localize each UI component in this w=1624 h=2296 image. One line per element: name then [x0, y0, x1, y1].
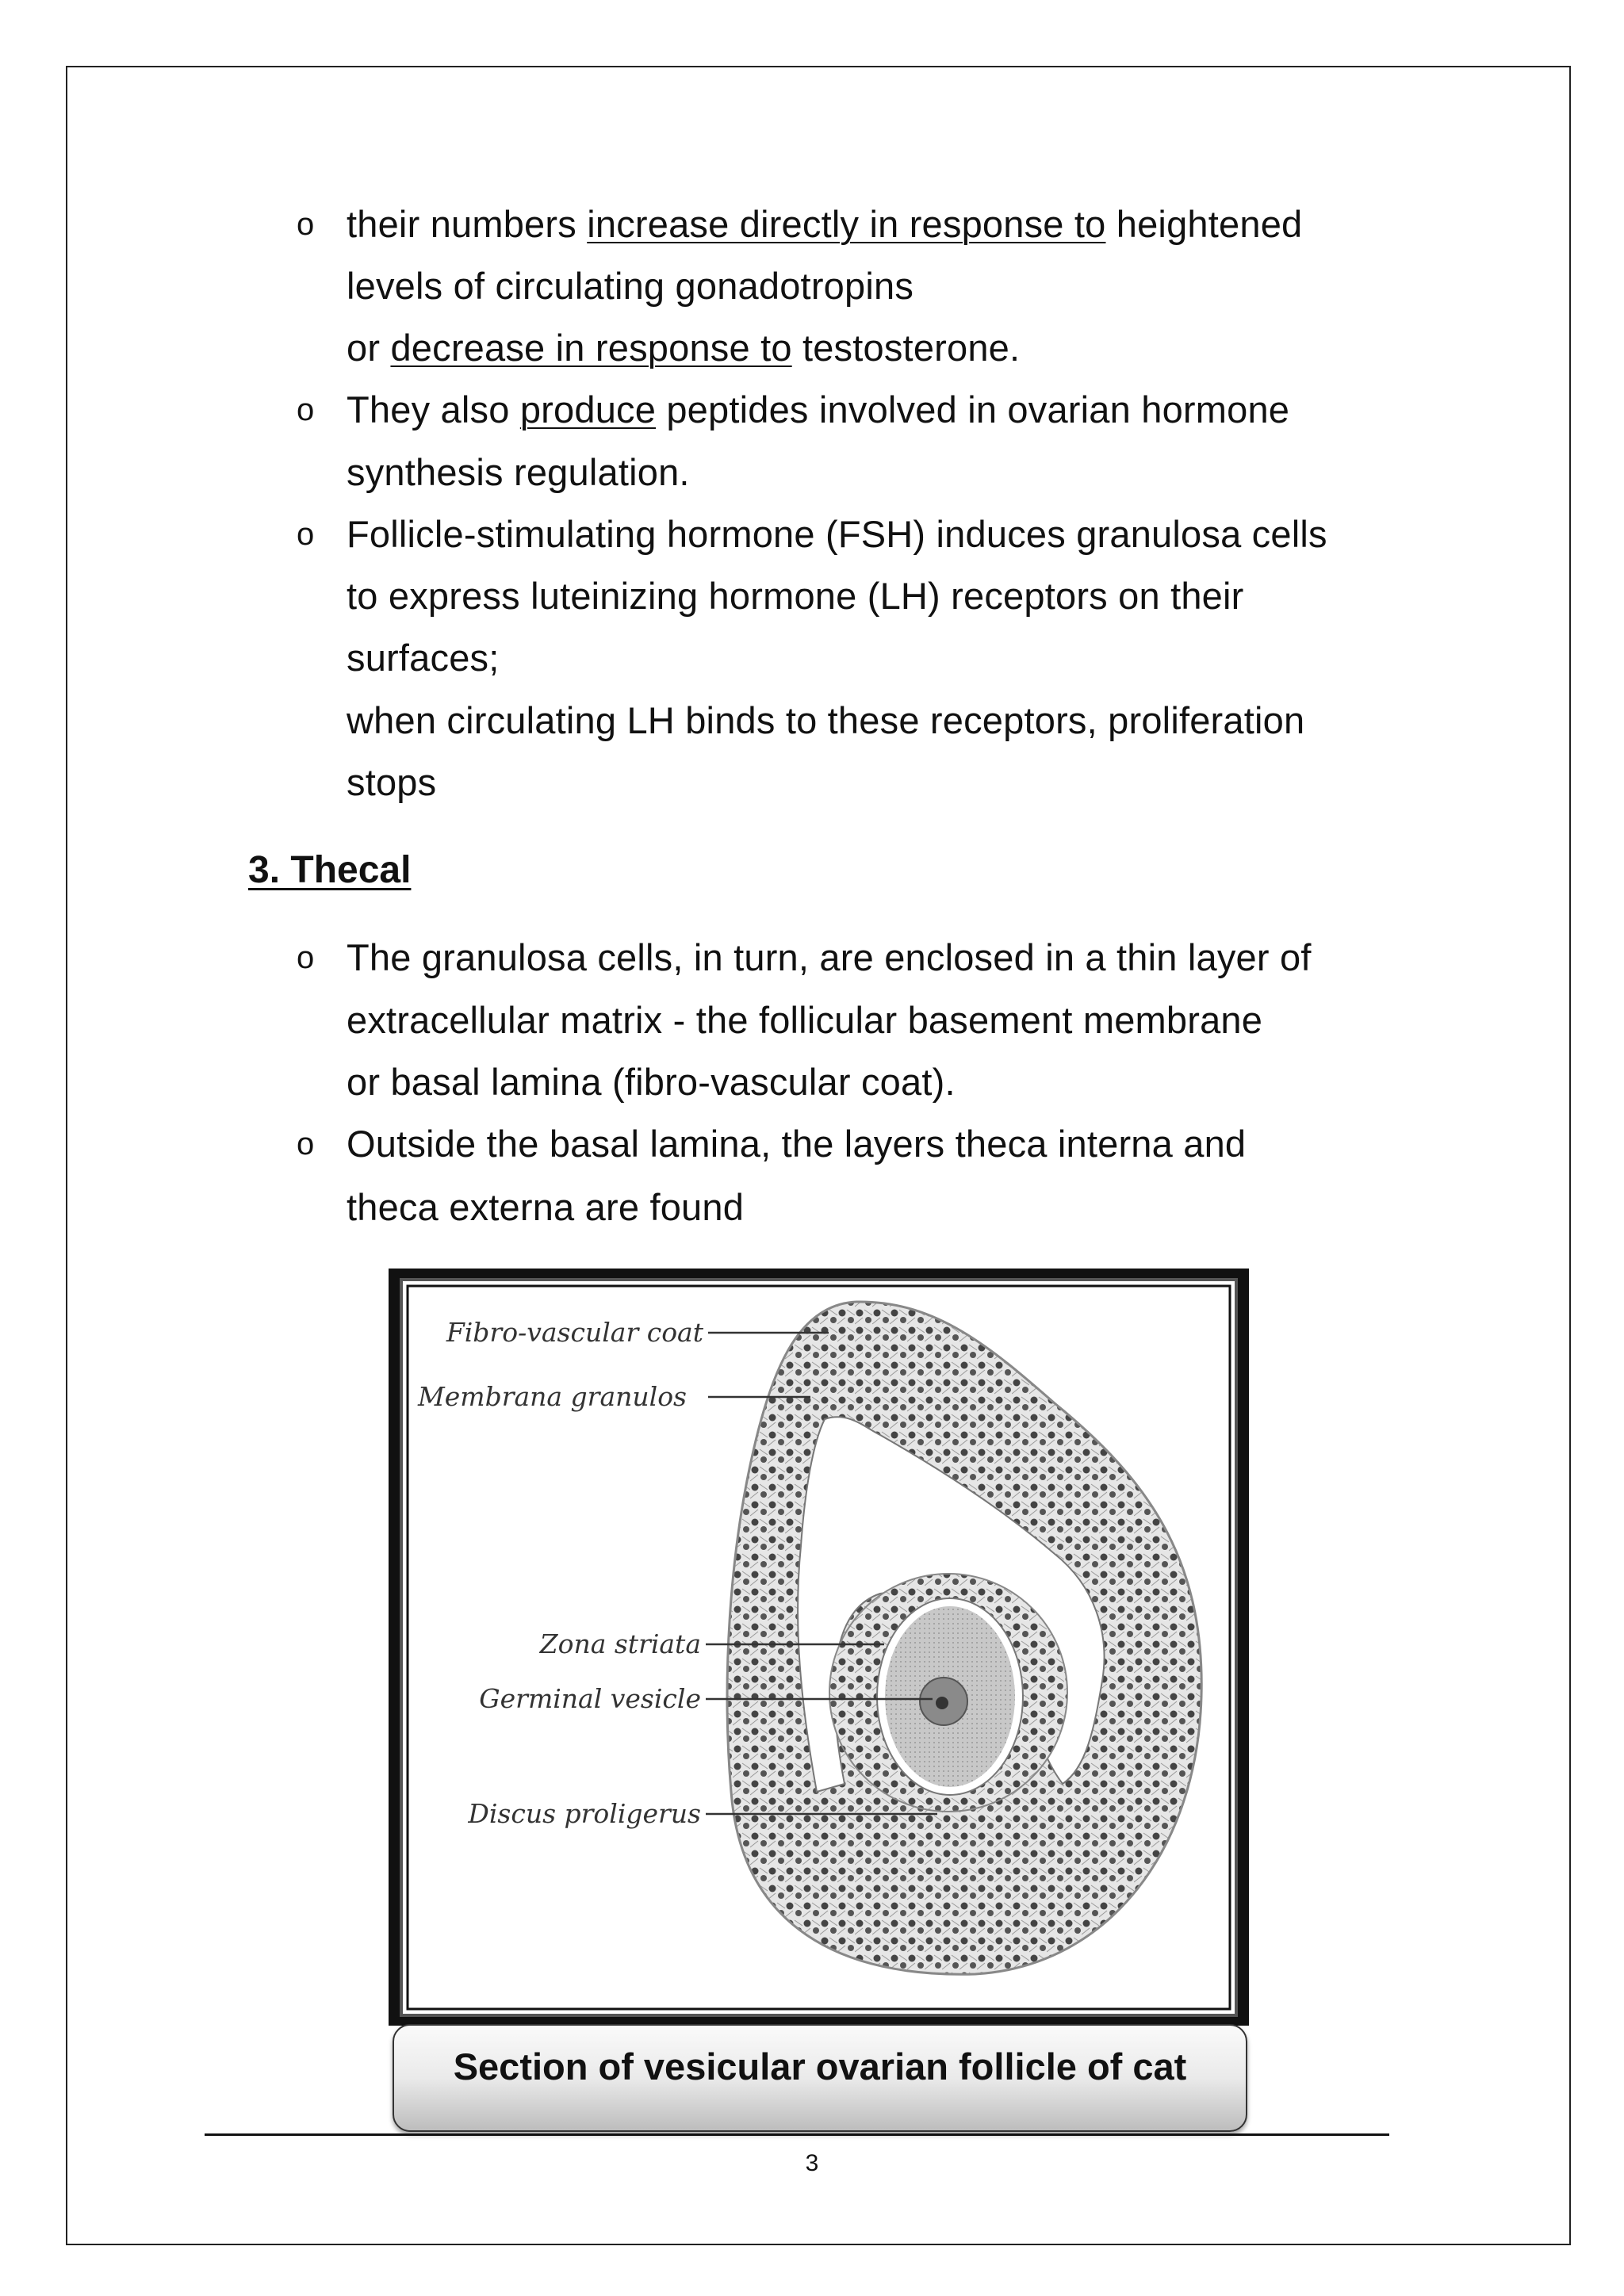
- text-segment: to express luteinizing hormone (LH) receptors on their: [347, 575, 1244, 617]
- text-segment: synthesis regulation.: [347, 451, 690, 493]
- underlined-phrase: increase directly in response to: [587, 203, 1106, 245]
- bullet-marker: o: [297, 517, 315, 552]
- bullet-marker: o: [297, 1127, 315, 1161]
- section-heading: 3. Thecal: [248, 849, 412, 891]
- label-zona-striata: Zona striata: [539, 1628, 701, 1659]
- figure-follicle: [389, 1269, 1249, 2026]
- text-segment: testosterone.: [791, 327, 1021, 369]
- text-segment: The granulosa cells, in turn, are enclosed in a thin layer of: [347, 936, 1312, 978]
- text-segment: or basal lamina (fibro-vascular coat).: [347, 1061, 956, 1103]
- footer-rule: [205, 2133, 1389, 2136]
- bullet-text-line: [347, 262, 914, 310]
- label-discus-proligerus: Discus proligerus: [468, 1798, 701, 1829]
- text-segment: heightened: [1105, 203, 1303, 245]
- page-number: 3: [805, 2150, 819, 2176]
- figure-caption: Section of vesicular ovarian follicle of cat: [393, 2024, 1247, 2132]
- bullet-marker: o: [297, 207, 315, 242]
- follicle-illustration: [389, 1269, 1249, 2026]
- underlined-phrase: decrease in response to: [390, 327, 792, 369]
- label-germinal-vesicle: Germinal vesicle: [479, 1683, 701, 1714]
- bullet-text-line: [347, 634, 500, 682]
- bullet-text-line: [347, 449, 690, 496]
- text-segment: when circulating LH binds to these receptors, proliferation: [347, 699, 1305, 741]
- text-segment: levels of circulating gonadotropins: [347, 265, 914, 307]
- bullet-text-line: [347, 511, 1327, 558]
- text-segment: They also: [347, 388, 520, 430]
- bullet-text-line: [347, 1120, 1246, 1168]
- text-segment: Follicle-stimulating hormone (FSH) induces granulosa cells: [347, 513, 1327, 555]
- text-segment: extracellular matrix - the follicular basement membrane: [347, 999, 1263, 1041]
- bullet-text-line: [347, 934, 1312, 982]
- bullet-marker: o: [297, 940, 315, 975]
- label-membrana-granulosa: Membrana granulos: [417, 1381, 687, 1412]
- text-segment: or: [347, 327, 391, 369]
- bullet-text-line: [347, 386, 1289, 434]
- text-segment: their numbers: [347, 203, 588, 245]
- bullet-text-line: [347, 1058, 956, 1106]
- bullet-text-line: [347, 201, 1302, 248]
- bullet-marker: o: [297, 392, 315, 427]
- label-fibro-vascular-coat: Fibro-vascular coat: [446, 1317, 703, 1348]
- bullet-text-line: [347, 697, 1304, 744]
- text-segment: peptides involved in ovarian hormone: [656, 388, 1290, 430]
- bullet-text-line: [347, 572, 1244, 620]
- underlined-phrase: produce: [519, 388, 657, 430]
- bullet-text-line: [347, 759, 436, 806]
- text-segment: Outside the basal lamina, the layers theca interna and: [347, 1123, 1247, 1165]
- text-segment: surfaces;: [347, 637, 500, 679]
- bullet-text-line: [347, 997, 1262, 1044]
- bullet-text-line: [347, 1184, 744, 1231]
- bullet-text-line: [347, 324, 1020, 372]
- text-segment: theca externa are found: [347, 1186, 745, 1228]
- text-segment: stops: [347, 761, 437, 803]
